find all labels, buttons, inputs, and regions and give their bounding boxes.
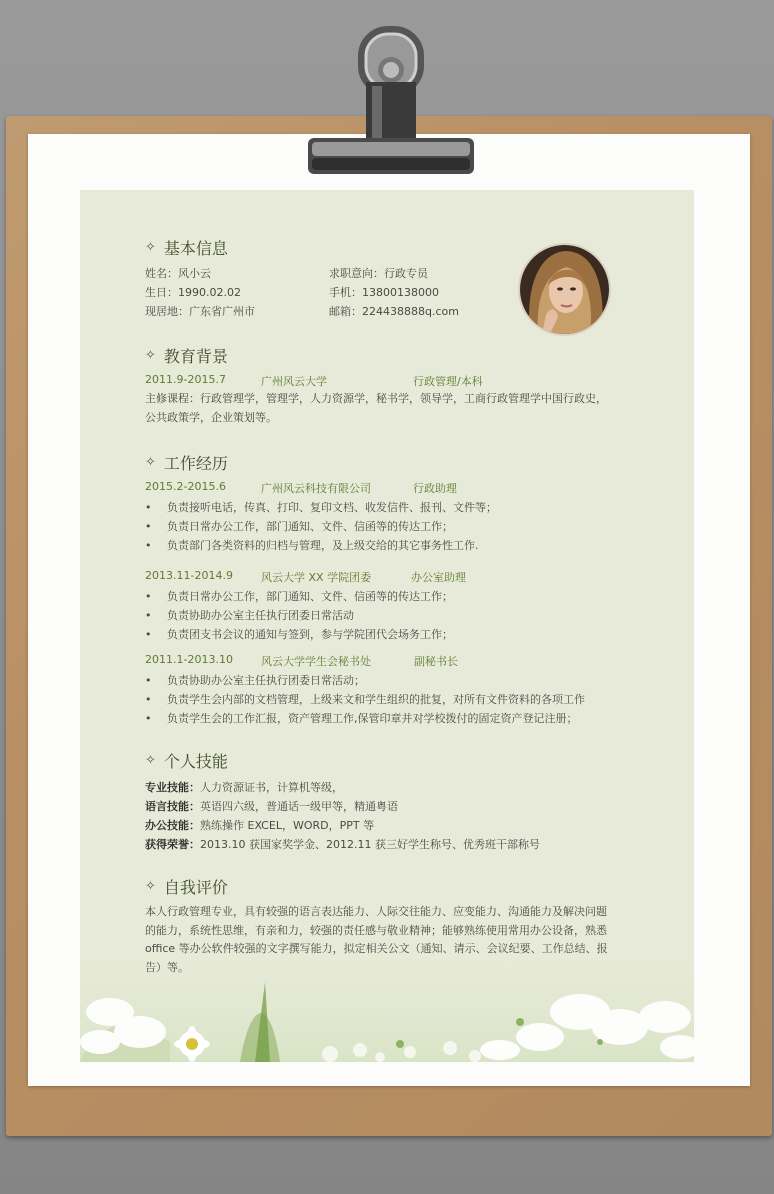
job-role: 副秘书长: [414, 655, 458, 668]
section-education: [145, 344, 228, 367]
job-period: 2011.1-2013.10: [145, 653, 233, 666]
list-item: • 负责学生会的工作汇报，资产管理工作,保管印章并对学校拨付的固定资产登记注册；: [145, 712, 578, 725]
info-address: 现居地：广东省广州市: [145, 305, 255, 318]
section-title: 基本信息: [163, 239, 228, 258]
job-period: 2015.2-2015.6: [145, 480, 226, 493]
info-intent: 求职意向：行政专员: [329, 267, 428, 280]
info-name: 姓名：风小云: [145, 267, 211, 280]
diamond-star-icon: ✧: [145, 348, 156, 363]
list-item: • 负责学生会内部的文档管理，上级来文和学生组织的批复，对所有文件资料的各项工作: [145, 693, 585, 706]
bullet-dot-icon: •: [145, 693, 152, 706]
bullet-dot-icon: •: [145, 501, 152, 514]
bullet-dot-icon: •: [145, 590, 152, 603]
bullet-dot-icon: •: [145, 539, 152, 552]
section-basic-info: [145, 236, 228, 259]
skill-row: 专业技能：人力资源证书，计算机等级，: [145, 781, 343, 794]
list-item: • 负责接听电话，传真、打印、复印文档、收发信件、报刊、文件等；: [145, 501, 497, 514]
skill-row: 语言技能：英语四六级，普通话一级甲等，精通粤语: [145, 800, 398, 813]
list-item: • 负责协助办公室主任执行团委日常活动: [145, 609, 354, 622]
edu-school: 广州风云大学: [261, 375, 327, 388]
list-item: • 负责日常办公工作，部门通知、文件、信函等的传达工作；: [145, 520, 453, 533]
list-item: • 负责部门各类资料的归档与管理，及上级交给的其它事务性工作.: [145, 539, 479, 552]
info-email: 邮箱：224438888q.com: [329, 305, 459, 318]
bullet-dot-icon: •: [145, 520, 152, 533]
avatar: [518, 243, 611, 336]
bullet-dot-icon: •: [145, 712, 152, 725]
job-org: 风云大学学生会秘书处: [261, 655, 371, 668]
diamond-star-icon: ✧: [145, 879, 156, 894]
edu-courses: 主修课程：行政管理学，管理学，人力资源学，秘书学，领导学，工商行政管理学中国行政史，公共政策学，企业策划等。: [145, 392, 607, 424]
section-title: 工作经历: [163, 454, 228, 473]
diamond-star-icon: ✧: [145, 240, 156, 255]
bullet-dot-icon: •: [145, 609, 152, 622]
list-item: • 负责团支书会议的通知与签到，参与学院团代会场务工作；: [145, 628, 453, 641]
section-title: 教育背景: [163, 347, 228, 366]
edu-period: 2011.9-2015.7: [145, 373, 226, 386]
job-period: 2013.11-2014.9: [145, 569, 233, 582]
section-work: [145, 451, 228, 474]
section-title: 自我评价: [163, 878, 228, 897]
skill-row: 办公技能：熟练操作 EXCEL，WORD，PPT 等: [145, 819, 375, 832]
diamond-star-icon: ✧: [145, 455, 156, 470]
list-item: • 负责协助办公室主任执行团委日常活动；: [145, 674, 365, 687]
section-skills: [145, 749, 228, 772]
info-phone: 手机：13800138000: [329, 286, 439, 299]
diamond-star-icon: ✧: [145, 753, 156, 768]
self-evaluation-text: 本人行政管理专业，具有较强的语言表达能力、人际交往能力、应变能力、沟通能力及解决问题的能力，系统性思维，有亲和力，较强的责任感与敬业精神；能够熟练使用常用办公设备，熟悉 office 等办公软件较强的文字撰写能力，拟定相关公文（通知、请示、会议纪要、工作总结、报告）等。: [145, 905, 608, 974]
job-role: 办公室助理: [411, 571, 466, 584]
edu-major: 行政管理/本科: [413, 375, 483, 388]
job-role: 行政助理: [413, 482, 457, 495]
bullet-dot-icon: •: [145, 674, 152, 687]
bullet-dot-icon: •: [145, 628, 152, 641]
section-self-evaluation: [145, 875, 228, 898]
binder-clip-icon: [306, 26, 476, 176]
skill-row: 获得荣誉：2013.10 获国家奖学金、2012.11 获三好学生称号、优秀班干部称号: [145, 838, 540, 851]
job-org: 风云大学 XX 学院团委: [261, 571, 372, 584]
list-item: • 负责日常办公工作，部门通知、文件、信函等的传达工作；: [145, 590, 453, 603]
info-birth: 生日：1990.02.02: [145, 286, 241, 299]
section-title: 个人技能: [163, 752, 228, 771]
job-org: 广州风云科技有限公司: [261, 482, 371, 495]
